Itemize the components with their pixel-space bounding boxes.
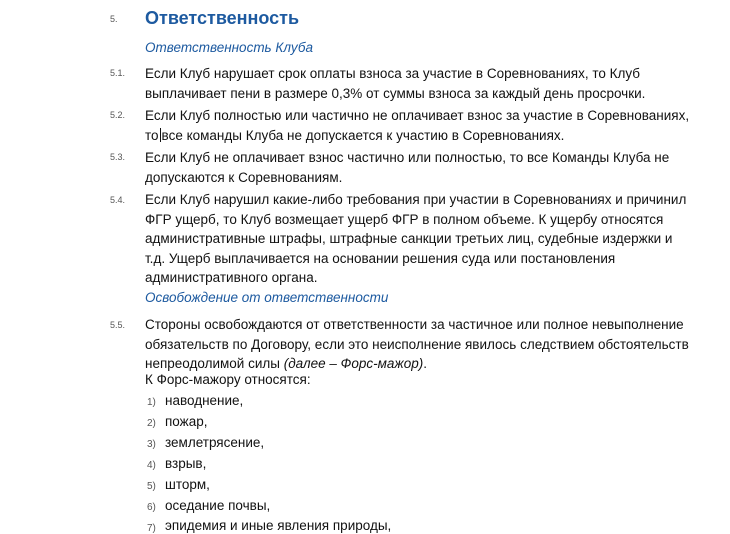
clause-number: 5.4. [110,195,126,205]
clause-text [145,148,685,187]
clause-line: административные штрафы, штрафные санкции третьих лиц, судебные издержки и [145,231,673,246]
clause-line: административного органа. [145,270,318,285]
clause-line: ФГР ущерб, то Клуб возмещает ущерб ФГР в полном объеме. К ущербу относятся [145,211,664,227]
clause-text [145,315,689,374]
list-item: пожар, [165,414,208,429]
clause-line: Если Клуб не оплачивает взнос частично или полностью, то все Команды Клуба не [145,150,670,165]
clause-line: Если Клуб полностью или частично не оплачивает взнос за участие в Соревнованиях, [145,108,690,123]
clause-line [145,126,685,146]
clause-line-start: то [145,127,159,143]
section-title: Ответственность [145,8,300,28]
list-item: наводнение, [165,393,244,408]
list-item-number: 6) [147,502,156,513]
text-cursor [160,128,161,142]
list-item-number: 7) [147,523,156,534]
clause-line [145,354,685,374]
clause-text [145,106,690,145]
clause-number: 5.2. [110,110,126,120]
list-item-number: 3) [147,439,156,450]
list-item: эпидемия и иные явления природы, [165,518,392,533]
list-item-number: 5) [147,481,156,492]
clause-number: 5.5. [110,320,126,330]
list-item-number: 4) [147,460,156,471]
clause-number: 5.1. [110,68,126,78]
clause-text [145,64,685,103]
clause-line-start: непреодолимой силы [145,356,284,371]
clause-line-end: все команды Клуба не допускается к участию в Соревнованиях. [161,127,565,143]
list-item-number: 2) [147,418,156,429]
clause-line-end: . [423,356,427,371]
clause-line: выплачивает пени в размере 0,3% от суммы взноса за каждый день просрочки. [145,85,646,101]
clause-line: Стороны освобождаются от ответственности за частичное или полное невыполнение [145,317,684,332]
clause-line: обязательств по Договору, если это неисполнение явилось следствием обстоятельств [145,336,689,352]
subsection-title-exemption: Освобождение от ответственности [145,290,389,305]
list-item: оседание почвы, [165,498,271,513]
section-number: 5. [110,14,118,24]
list-item: взрыв, [165,456,207,471]
list-item-number: 1) [147,397,156,408]
subsection-title-club: Ответственность Клуба [145,40,313,55]
clause-number: 5.3. [110,152,126,162]
force-majeure-intro: К Форс-мажору относятся: [145,372,311,387]
clause-line: допускаются к Соревнованиям. [145,169,343,185]
clause-line: т.д. Ущерб выплачивается на основании решения суда или постановления [145,250,616,266]
list-item: шторм, [165,477,210,492]
clause-line: Если Клуб нарушил какие-либо требования при участии в Соревнованиях и причинил [145,192,687,207]
list-item: землетрясение, [165,435,265,450]
force-majeure-definition: (далее – Форс-мажор) [283,356,424,371]
clause-text [145,190,685,288]
clause-line: Если Клуб нарушает срок оплаты взноса за участие в Соревнованиях, то Клуб [145,66,641,81]
